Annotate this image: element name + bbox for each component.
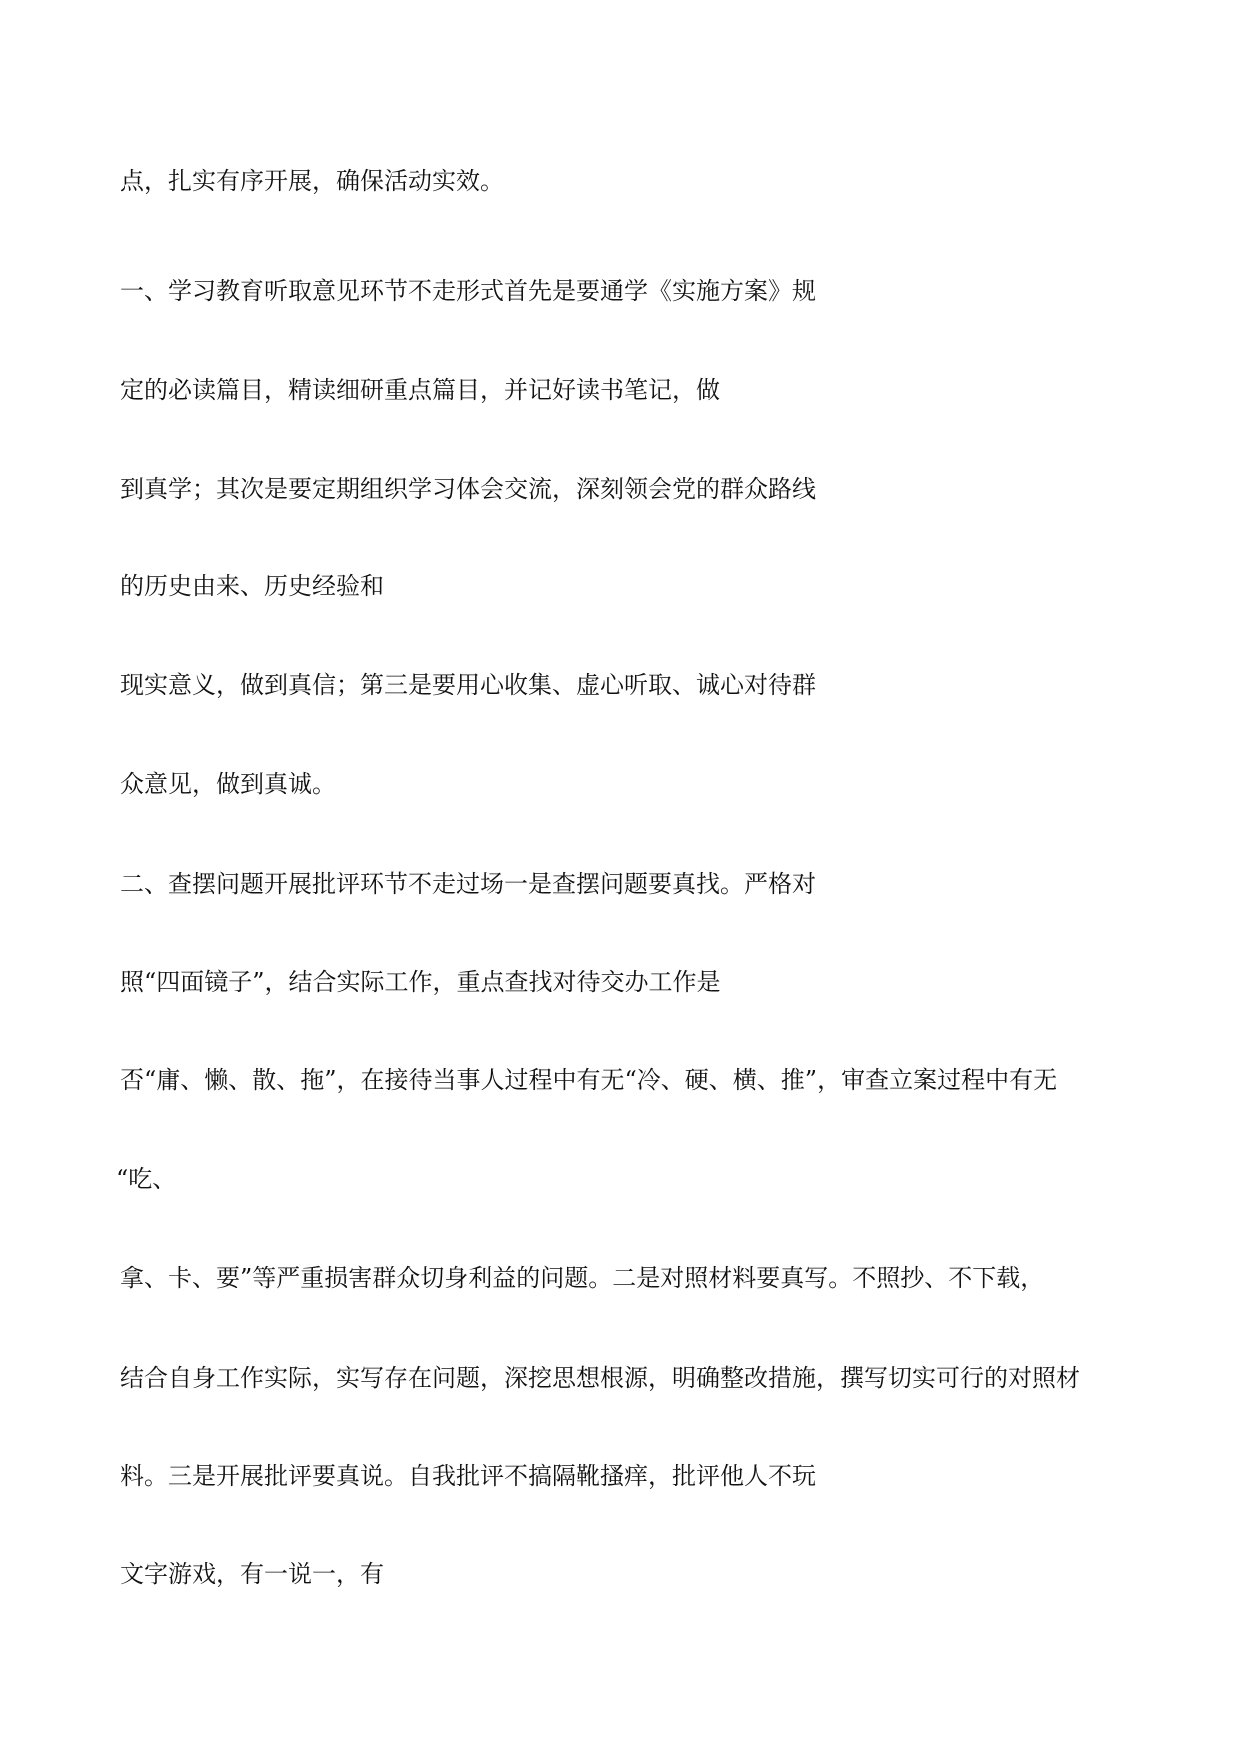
paragraph-line: 二、查摆问题开展批评环节不走过场一是查摆问题要真找。严格对 <box>120 870 816 898</box>
paragraph-line: 文字游戏，有一说一，有 <box>120 1560 384 1588</box>
paragraph-line: 众意见，做到真诚。 <box>120 770 336 798</box>
paragraph-line: 点，扎实有序开展，确保活动实效。 <box>120 167 504 195</box>
paragraph-line: 拿、卡、要”等严重损害群众切身利益的问题。二是对照材料要真写。不照抄、不下载， <box>120 1264 1045 1292</box>
paragraph-line: 现实意义，做到真信；第三是要用心收集、虚心听取、诚心对待群 <box>120 671 816 699</box>
paragraph-line: 结合自身工作实际，实写存在问题，深挖思想根源，明确整改措施，撰写切实可行的对照材 <box>120 1364 1080 1392</box>
paragraph-line: 料。三是开展批评要真说。自我批评不搞隔靴搔痒，批评他人不玩 <box>120 1462 816 1490</box>
paragraph-line: 一、学习教育听取意见环节不走形式首先是要通学《实施方案》规 <box>120 277 816 305</box>
paragraph-line: 的历史由来、历史经验和 <box>120 572 384 600</box>
paragraph-line: 否“庸、懒、散、拖”，在接待当事人过程中有无“冷、硬、横、推”，审查立案过程中有无 <box>120 1066 1058 1094</box>
paragraph-line: 定的必读篇目，精读细研重点篇目，并记好读书笔记，做 <box>120 376 720 404</box>
paragraph-line: “吃、 <box>116 1165 177 1193</box>
paragraph-line: 照“四面镜子”，结合实际工作，重点查找对待交办工作是 <box>120 968 721 996</box>
paragraph-line: 到真学；其次是要定期组织学习体会交流，深刻领会党的群众路线 <box>120 475 816 503</box>
